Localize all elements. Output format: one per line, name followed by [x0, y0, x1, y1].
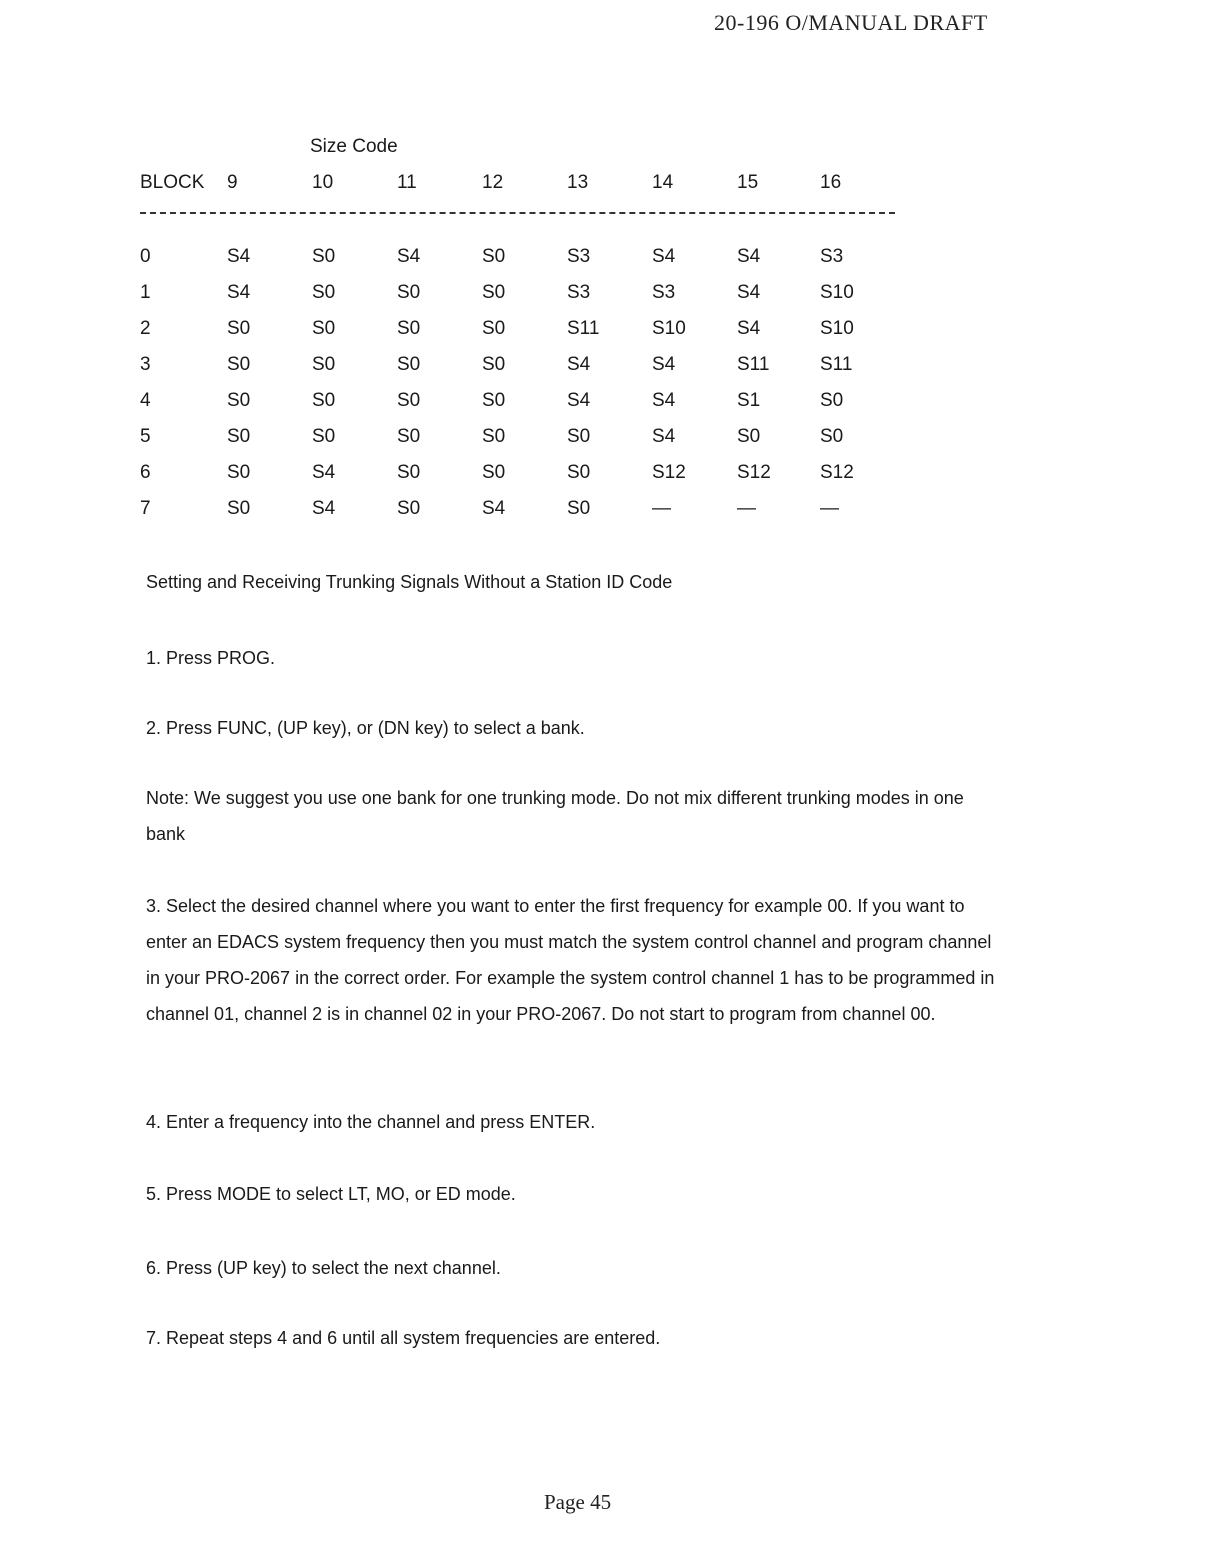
step-4: 4. Enter a frequency into the channel and press ENTER.: [146, 1112, 596, 1132]
table-cell: S0: [312, 282, 336, 303]
table-cell: S12: [652, 462, 686, 483]
step-3: 3. Select the desired channel where you want to enter the first frequency for example 00. If you want to enter an EDACS system frequency then you must match the system control channel and program channel in your PRO-2067 in the correct order. For example the system control channel 1 has to be programmed in channel 01, channel 2 is in channel 02 in your PRO-2067. Do not start to program from channel 00.: [146, 896, 995, 1024]
table-cell: S4: [737, 282, 761, 303]
step-1: 1. Press PROG.: [146, 648, 276, 668]
table-cell: S3: [820, 246, 844, 267]
block-number: 3: [140, 354, 151, 375]
table-cell: S0: [312, 246, 336, 267]
table-cell: S4: [652, 426, 676, 447]
table-divider: [140, 212, 895, 214]
block-number: 6: [140, 462, 151, 483]
table-cell: S0: [227, 390, 251, 411]
table-cell: S0: [227, 318, 251, 339]
table-row: [0, 426, 1221, 456]
table-cell: S0: [567, 462, 591, 483]
table-cell: —: [737, 498, 756, 519]
table-cell: S4: [397, 246, 421, 267]
block-number: 4: [140, 390, 151, 411]
block-number: 1: [140, 282, 151, 303]
column-header: 14: [652, 172, 674, 193]
table-cell: S3: [652, 282, 676, 303]
table-cell: S0: [482, 282, 506, 303]
table-cell: S4: [567, 354, 591, 375]
table-cell: S0: [567, 498, 591, 519]
table-cell: S0: [482, 246, 506, 267]
column-header-block: BLOCK: [140, 172, 205, 193]
column-header: 16: [820, 172, 842, 193]
table-cell: S0: [227, 354, 251, 375]
block-number: 5: [140, 426, 151, 447]
table-row: [0, 282, 1221, 312]
step-5: 5. Press MODE to select LT, MO, or ED mode.: [146, 1184, 516, 1204]
step-7: 7. Repeat steps 4 and 6 until all system frequencies are entered.: [146, 1328, 661, 1348]
table-row: [0, 498, 1221, 528]
table-cell: —: [652, 498, 671, 519]
table-cell: S4: [737, 318, 761, 339]
table-cell: S11: [567, 318, 600, 339]
table-cell: S0: [312, 426, 336, 447]
table-row: [0, 390, 1221, 420]
table-row: [0, 318, 1221, 348]
table-cell: S0: [482, 390, 506, 411]
table-cell: S0: [397, 462, 421, 483]
table-cell: S3: [567, 282, 591, 303]
step-2: 2. Press FUNC, (UP key), or (DN key) to select a bank.: [146, 718, 585, 738]
table-cell: S10: [820, 282, 854, 303]
block-number: 7: [140, 498, 151, 519]
table-cell: S0: [312, 354, 336, 375]
table-cell: S10: [652, 318, 686, 339]
table-cell: S11: [737, 354, 770, 375]
table-cell: S4: [312, 498, 336, 519]
column-header: 12: [482, 172, 504, 193]
table-cell: S0: [482, 462, 506, 483]
table-header-row: [0, 172, 1221, 202]
table-cell: S4: [652, 390, 676, 411]
table-cell: S4: [482, 498, 506, 519]
table-cell: S4: [227, 282, 251, 303]
table-cell: S0: [397, 318, 421, 339]
table-cell: S3: [567, 246, 591, 267]
table-row: [0, 462, 1221, 492]
table-cell: S0: [820, 426, 844, 447]
table-cell: —: [820, 498, 839, 519]
table-cell: S0: [397, 354, 421, 375]
table-cell: S0: [227, 462, 251, 483]
table-row: [0, 246, 1221, 276]
table-cell: S0: [312, 318, 336, 339]
block-number: 0: [140, 246, 151, 267]
table-cell: S0: [567, 426, 591, 447]
table-cell: S1: [737, 390, 761, 411]
table-row: [0, 354, 1221, 384]
table-cell: S0: [397, 426, 421, 447]
table-cell: S0: [312, 390, 336, 411]
table-cell: S0: [397, 498, 421, 519]
table-cell: S4: [652, 354, 676, 375]
table-cell: S0: [482, 318, 506, 339]
column-header: 11: [397, 172, 417, 193]
size-code-label: Size Code: [310, 136, 398, 157]
column-header: 9: [227, 172, 238, 193]
table-cell: S0: [482, 426, 506, 447]
section-title: Setting and Receiving Trunking Signals Without a Station ID Code: [146, 572, 673, 592]
table-cell: S12: [820, 462, 854, 483]
table-cell: S11: [820, 354, 853, 375]
table-cell: S4: [567, 390, 591, 411]
document-header: 20-196 O/MANUAL DRAFT: [714, 10, 988, 35]
column-header: 10: [312, 172, 334, 193]
table-cell: S0: [482, 354, 506, 375]
note-paragraph: Note: We suggest you use one bank for one trunking mode. Do not mix different trunking modes in one bank: [146, 788, 964, 844]
page-number: Page 45: [544, 1490, 612, 1514]
table-cell: S0: [820, 390, 844, 411]
table-cell: S0: [737, 426, 761, 447]
table-cell: S4: [652, 246, 676, 267]
block-number: 2: [140, 318, 151, 339]
table-cell: S4: [227, 246, 251, 267]
table-cell: S0: [397, 390, 421, 411]
table-cell: S12: [737, 462, 771, 483]
table-cell: S10: [820, 318, 854, 339]
table-cell: S0: [227, 498, 251, 519]
step-6: 6. Press (UP key) to select the next channel.: [146, 1258, 501, 1278]
table-cell: S0: [397, 282, 421, 303]
table-cell: S4: [312, 462, 336, 483]
column-header: 13: [567, 172, 589, 193]
table-cell: S0: [227, 426, 251, 447]
column-header: 15: [737, 172, 759, 193]
table-cell: S4: [737, 246, 761, 267]
